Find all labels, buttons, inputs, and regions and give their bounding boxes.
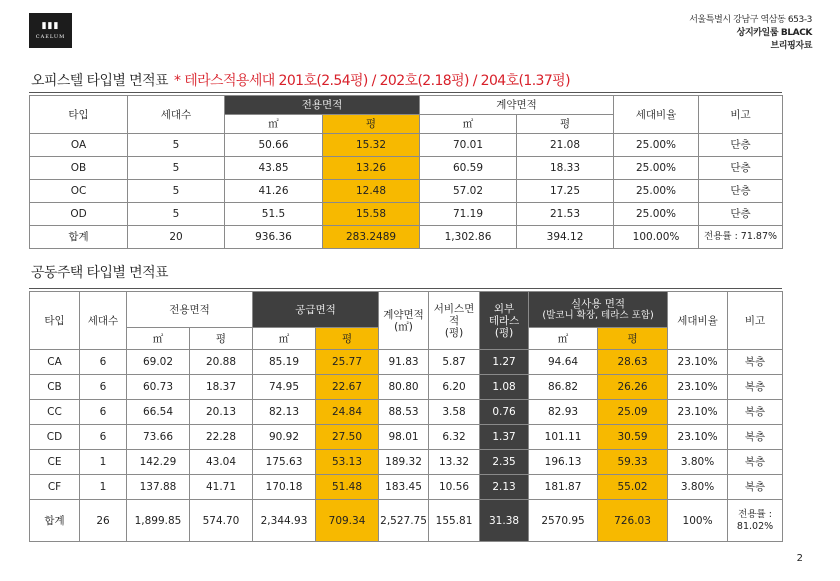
cell-type: OD: [30, 203, 128, 226]
cell-contract-pyeong: 21.53: [517, 203, 614, 226]
address: 서울특별시 강남구 역삼동 653-3: [689, 15, 812, 25]
cell-actual-sqm: 82.93: [529, 400, 598, 425]
cell-supply-sqm: 85.19: [253, 350, 316, 375]
apartment-area-table: [29, 291, 783, 542]
header-households: 세대수: [128, 96, 225, 134]
cell-exclusive-pyeong: 20.88: [190, 350, 253, 375]
cell-service: 5.87: [429, 350, 480, 375]
header-sqm: ㎡: [420, 115, 517, 134]
header-exclusive: 전용면적: [225, 96, 420, 115]
cell-supply-sqm: 74.95: [253, 375, 316, 400]
section1-title: 오피스텔 타입별 면적표: [31, 73, 168, 89]
cell-actual-pyeong: 28.63: [598, 350, 668, 375]
table-row: [30, 375, 783, 400]
cell-remark: 전용률 : 71.87%: [699, 226, 783, 249]
brand-logo: [29, 13, 72, 48]
cell-exclusive-pyeong: 15.32: [323, 134, 420, 157]
cell-actual-pyeong: 26.26: [598, 375, 668, 400]
header-pyeong: 평: [598, 328, 668, 350]
cell-ratio: 25.00%: [614, 134, 699, 157]
cell-terrace: 1.27: [480, 350, 529, 375]
table-row: [30, 157, 783, 180]
cell-ratio: 25.00%: [614, 203, 699, 226]
header-exclusive: 전용면적: [127, 292, 253, 328]
cell-remark: 단층: [699, 157, 783, 180]
header-remarks: 비고: [728, 292, 783, 350]
header-sqm: ㎡: [127, 328, 190, 350]
project-name: 상지카일룸 BLACK: [736, 28, 812, 38]
cell-households: 6: [80, 425, 127, 450]
cell-households: 6: [80, 350, 127, 375]
total-row: [30, 226, 783, 249]
cell-exclusive-pyeong: 15.58: [323, 203, 420, 226]
cell-households: 1: [80, 450, 127, 475]
cell-terrace: 31.38: [480, 500, 529, 542]
cell-ratio: 23.10%: [668, 375, 728, 400]
cell-contract-sqm: 60.59: [420, 157, 517, 180]
header-terrace-unit: (평): [494, 326, 514, 339]
cell-contract-sqm: 71.19: [420, 203, 517, 226]
cell-exclusive-pyeong: 20.13: [190, 400, 253, 425]
header-households: 세대수: [80, 292, 127, 350]
cell-remark: 복층: [728, 350, 783, 375]
cell-exclusive-pyeong: 18.37: [190, 375, 253, 400]
cell-households: 26: [80, 500, 127, 542]
cell-households: 5: [128, 134, 225, 157]
header-actual-use: [529, 292, 668, 328]
cell-contract: 88.53: [379, 400, 429, 425]
header-pyeong: 평: [316, 328, 379, 350]
cell-remark: 복층: [728, 400, 783, 425]
cell-supply-pyeong: 24.84: [316, 400, 379, 425]
cell-type: OB: [30, 157, 128, 180]
cell-households: 5: [128, 180, 225, 203]
cell-exclusive-sqm: 43.85: [225, 157, 323, 180]
total-row: [30, 500, 783, 542]
cell-ratio: 25.00%: [614, 180, 699, 203]
table-row: [30, 400, 783, 425]
cell-ratio: 3.80%: [668, 450, 728, 475]
cell-terrace: 2.35: [480, 450, 529, 475]
header-terrace-label: 외부: [493, 302, 515, 315]
cell-service: 6.32: [429, 425, 480, 450]
cell-supply-pyeong: 709.34: [316, 500, 379, 542]
header-service-unit: (평): [444, 326, 464, 339]
cell-type: CD: [30, 425, 80, 450]
cell-ratio: 23.10%: [668, 425, 728, 450]
cell-actual-pyeong: 59.33: [598, 450, 668, 475]
header-pyeong: 평: [190, 328, 253, 350]
cell-exclusive-sqm: 1,899.85: [127, 500, 190, 542]
doc-type: 브리핑자료: [770, 41, 812, 51]
cell-contract: 91.83: [379, 350, 429, 375]
cell-supply-pyeong: 22.67: [316, 375, 379, 400]
cell-remark: 단층: [699, 180, 783, 203]
cell-exclusive-sqm: 41.26: [225, 180, 323, 203]
cell-exclusive-sqm: 936.36: [225, 226, 323, 249]
remark-value: 81.02%: [736, 520, 774, 532]
cell-type: CE: [30, 450, 80, 475]
cell-households: 5: [128, 157, 225, 180]
table-row: [30, 350, 783, 375]
header-remarks: 비고: [699, 96, 783, 134]
logo-mark-icon: ▮▮▮: [41, 20, 60, 31]
cell-ratio: 3.80%: [668, 475, 728, 500]
cell-remark: [728, 500, 783, 542]
cell-type: OA: [30, 134, 128, 157]
cell-actual-sqm: 181.87: [529, 475, 598, 500]
cell-exclusive-pyeong: 13.26: [323, 157, 420, 180]
cell-remark: 단층: [699, 203, 783, 226]
header-sqm: ㎡: [225, 115, 323, 134]
cell-service: 6.20: [429, 375, 480, 400]
page-number: 2: [796, 553, 803, 564]
cell-remark: 복층: [728, 475, 783, 500]
cell-households: 1: [80, 475, 127, 500]
cell-type: OC: [30, 180, 128, 203]
header-contract-label: 계약면적: [383, 308, 424, 321]
remark-label: 전용률 :: [738, 508, 772, 520]
cell-ratio: 25.00%: [614, 157, 699, 180]
cell-supply-sqm: 90.92: [253, 425, 316, 450]
cell-exclusive-pyeong: 22.28: [190, 425, 253, 450]
cell-service: 10.56: [429, 475, 480, 500]
header-info: [689, 14, 812, 53]
cell-actual-pyeong: 726.03: [598, 500, 668, 542]
cell-supply-sqm: 170.18: [253, 475, 316, 500]
cell-supply-pyeong: 53.13: [316, 450, 379, 475]
cell-exclusive-sqm: 51.5: [225, 203, 323, 226]
cell-ratio: 100%: [668, 500, 728, 542]
cell-households: 6: [80, 375, 127, 400]
cell-contract-pyeong: 21.08: [517, 134, 614, 157]
header-sqm: ㎡: [253, 328, 316, 350]
header-actual-sub: (발코니 확장, 테라스 포함): [542, 309, 654, 321]
cell-exclusive-sqm: 50.66: [225, 134, 323, 157]
cell-exclusive-pyeong: 41.71: [190, 475, 253, 500]
cell-ratio: 23.10%: [668, 400, 728, 425]
cell-ratio: 100.00%: [614, 226, 699, 249]
cell-contract: 183.45: [379, 475, 429, 500]
cell-contract: 2,527.75: [379, 500, 429, 542]
section1-title-row: [31, 70, 570, 90]
cell-actual-sqm: 101.11: [529, 425, 598, 450]
terrace-note: * 테라스적용세대 201호(2.54평) / 202호(2.18평) / 204호(1.37평): [173, 73, 570, 89]
cell-exclusive-sqm: 137.88: [127, 475, 190, 500]
cell-contract-sqm: 70.01: [420, 134, 517, 157]
cell-contract-pyeong: 18.33: [517, 157, 614, 180]
header-terrace-label2: 테라스: [488, 314, 520, 327]
divider: [29, 288, 782, 289]
table-row: [30, 475, 783, 500]
cell-actual-pyeong: 55.02: [598, 475, 668, 500]
cell-contract: 80.80: [379, 375, 429, 400]
cell-supply-pyeong: 51.48: [316, 475, 379, 500]
cell-exclusive-sqm: 69.02: [127, 350, 190, 375]
cell-actual-sqm: 2570.95: [529, 500, 598, 542]
logo-text: CAELUM: [35, 33, 66, 40]
cell-exclusive-sqm: 142.29: [127, 450, 190, 475]
cell-exclusive-pyeong: 43.04: [190, 450, 253, 475]
header-contract: 계약면적: [420, 96, 614, 115]
header-contract: [379, 292, 429, 350]
cell-service: 13.32: [429, 450, 480, 475]
cell-type: 합계: [30, 500, 80, 542]
cell-supply-sqm: 82.13: [253, 400, 316, 425]
cell-exclusive-pyeong: 574.70: [190, 500, 253, 542]
header-ratio: 세대비율: [668, 292, 728, 350]
cell-remark: 복층: [728, 450, 783, 475]
cell-supply-sqm: 175.63: [253, 450, 316, 475]
cell-supply-pyeong: 27.50: [316, 425, 379, 450]
cell-contract-sqm: 57.02: [420, 180, 517, 203]
cell-households: 6: [80, 400, 127, 425]
cell-actual-pyeong: 30.59: [598, 425, 668, 450]
cell-terrace: 1.08: [480, 375, 529, 400]
header-service-label: 서비스면적: [433, 302, 475, 327]
cell-type: CF: [30, 475, 80, 500]
header-contract-unit: (㎡): [394, 320, 413, 333]
cell-terrace: 0.76: [480, 400, 529, 425]
cell-service: 3.58: [429, 400, 480, 425]
cell-contract: 189.32: [379, 450, 429, 475]
cell-actual-sqm: 86.82: [529, 375, 598, 400]
header-type: 타입: [30, 96, 128, 134]
table-row: [30, 450, 783, 475]
cell-type: 합계: [30, 226, 128, 249]
header-supply: 공급면적: [253, 292, 379, 328]
cell-contract-sqm: 1,302.86: [420, 226, 517, 249]
header-type: 타입: [30, 292, 80, 350]
section2-title: 공동주택 타입별 면적표: [31, 265, 168, 281]
cell-contract-pyeong: 17.25: [517, 180, 614, 203]
cell-contract: 98.01: [379, 425, 429, 450]
header-pyeong: 평: [517, 115, 614, 134]
cell-exclusive-sqm: 73.66: [127, 425, 190, 450]
cell-exclusive-sqm: 60.73: [127, 375, 190, 400]
cell-type: CA: [30, 350, 80, 375]
cell-actual-sqm: 94.64: [529, 350, 598, 375]
cell-supply-pyeong: 25.77: [316, 350, 379, 375]
table-row: [30, 425, 783, 450]
cell-supply-sqm: 2,344.93: [253, 500, 316, 542]
cell-exclusive-sqm: 66.54: [127, 400, 190, 425]
divider: [29, 92, 782, 93]
header-service: [429, 292, 480, 350]
cell-actual-pyeong: 25.09: [598, 400, 668, 425]
header-ratio: 세대비율: [614, 96, 699, 134]
table-row: [30, 180, 783, 203]
cell-type: CB: [30, 375, 80, 400]
cell-exclusive-pyeong: 12.48: [323, 180, 420, 203]
cell-exclusive-pyeong: 283.2489: [323, 226, 420, 249]
cell-remark: 복층: [728, 375, 783, 400]
header-pyeong: 평: [323, 115, 420, 134]
cell-terrace: 1.37: [480, 425, 529, 450]
cell-type: CC: [30, 400, 80, 425]
cell-service: 155.81: [429, 500, 480, 542]
cell-ratio: 23.10%: [668, 350, 728, 375]
cell-remark: 단층: [699, 134, 783, 157]
table-row: [30, 134, 783, 157]
cell-remark: 복층: [728, 425, 783, 450]
cell-contract-pyeong: 394.12: [517, 226, 614, 249]
table-row: [30, 203, 783, 226]
cell-households: 5: [128, 203, 225, 226]
cell-actual-sqm: 196.13: [529, 450, 598, 475]
officetel-area-table: [29, 95, 783, 249]
cell-terrace: 2.13: [480, 475, 529, 500]
header-actual-label: 실사용 면적: [571, 297, 626, 310]
header-terrace: [480, 292, 529, 350]
header-sqm: ㎡: [529, 328, 598, 350]
cell-households: 20: [128, 226, 225, 249]
